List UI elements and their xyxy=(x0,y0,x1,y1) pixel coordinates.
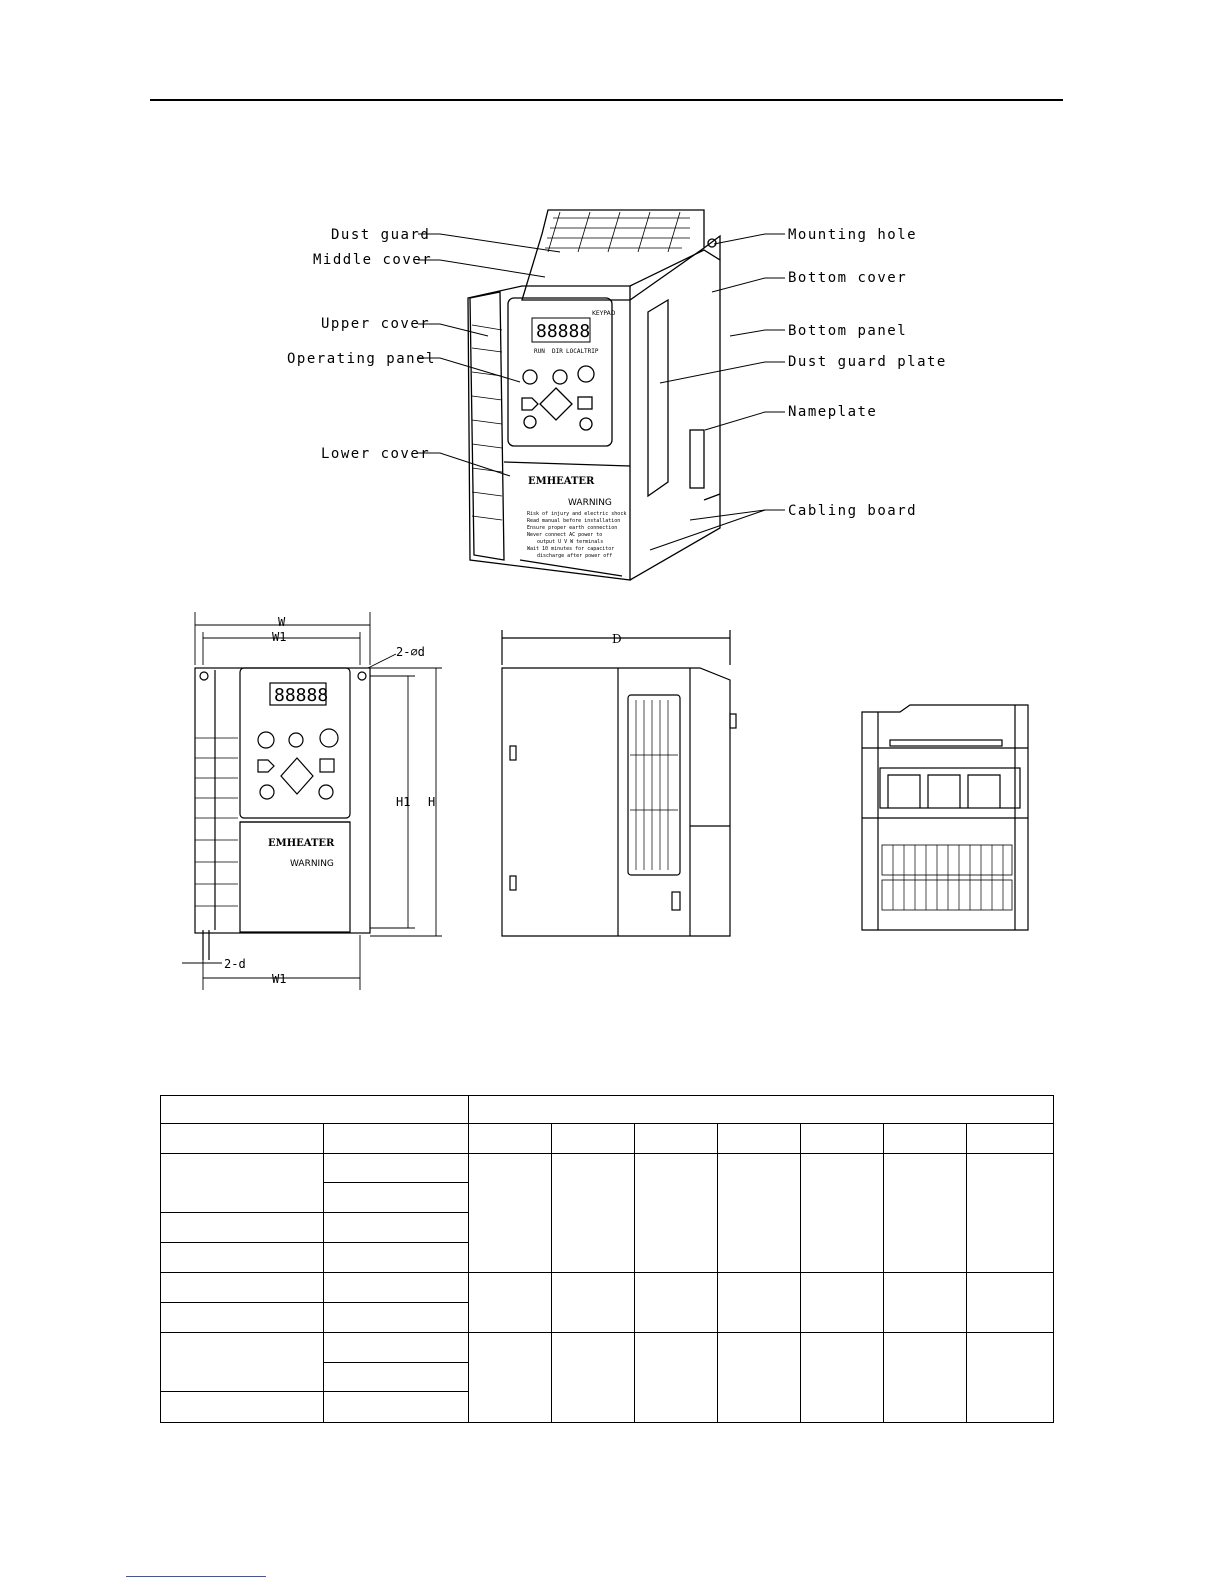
svg-text:output U V W terminals: output U V W terminals xyxy=(537,539,604,545)
device-warning-list xyxy=(527,511,626,559)
dim-w: W xyxy=(278,615,286,629)
callout-dust-guard-plate: Dust guard plate xyxy=(788,354,947,370)
bottom-view xyxy=(862,705,1028,930)
svg-text:RUN: RUN xyxy=(534,348,545,355)
keypad-led-labels xyxy=(534,348,599,355)
svg-text:TRIP: TRIP xyxy=(584,348,599,355)
front-view xyxy=(195,668,370,960)
callout-operating-panel: Operating panel xyxy=(287,351,436,367)
table-row xyxy=(161,1154,1054,1183)
dim-d: D xyxy=(612,632,622,646)
dim-w1: W1 xyxy=(272,630,287,644)
table-header-model xyxy=(161,1096,469,1124)
callout-mounting-hole: Mounting hole xyxy=(788,227,918,243)
svg-text:DIR: DIR xyxy=(552,348,563,355)
front-brand: EMHEATER xyxy=(268,838,335,849)
table-row xyxy=(161,1333,1054,1363)
front-warning-title: WARNING xyxy=(290,859,334,869)
callout-cabling-board: Cabling board xyxy=(788,503,918,519)
device-warning-title: WARNING xyxy=(568,498,612,508)
callouts-left xyxy=(287,227,436,462)
callout-bottom-panel: Bottom panel xyxy=(788,323,908,339)
dimension-spec-table xyxy=(160,1095,1054,1423)
table-subheader-row xyxy=(161,1124,1054,1154)
svg-text:Never connect AC power to: Never connect AC power to xyxy=(527,532,603,538)
device-brand: EMHEATER xyxy=(528,476,595,487)
svg-text:Read manual before installatio: Read manual before installation xyxy=(527,518,621,524)
callout-middle-cover: Middle cover xyxy=(313,252,433,268)
dim-w1-bottom: W1 xyxy=(272,972,287,986)
svg-text:LOCAL: LOCAL xyxy=(566,348,585,355)
front-display: 88888 xyxy=(274,685,329,706)
svg-text:Ensure proper earth connection: Ensure proper earth connection xyxy=(527,525,618,531)
svg-text:Risk of injury and electric sh: Risk of injury and electric shock xyxy=(527,511,627,517)
callout-nameplate: Nameplate xyxy=(788,404,878,420)
svg-text:Wait 10 minutes for capacitor: Wait 10 minutes for capacitor xyxy=(527,546,615,552)
callouts-right xyxy=(788,227,947,519)
table-header-dimensions xyxy=(469,1096,1054,1124)
callout-upper-cover: Upper cover xyxy=(321,316,431,332)
callout-lower-cover: Lower cover xyxy=(321,446,431,462)
dim-foot: 2-d xyxy=(224,957,246,971)
svg-text:discharge after power off: discharge after power off xyxy=(537,553,613,559)
dim-hole: 2-∅d xyxy=(396,645,425,659)
dim-h: H xyxy=(428,795,436,809)
keypad-label: KEYPAD xyxy=(592,310,616,317)
table-header-row xyxy=(161,1096,1054,1124)
callout-bottom-cover: Bottom cover xyxy=(788,270,908,286)
table-row xyxy=(161,1273,1054,1303)
side-view xyxy=(502,630,736,936)
footer-link-underline[interactable] xyxy=(126,1576,266,1577)
front-dimension-labels xyxy=(224,615,435,986)
keypad-display: 88888 xyxy=(536,321,591,342)
dim-h1: H1 xyxy=(396,795,411,809)
callout-dust-guard: Dust guard xyxy=(331,227,431,243)
